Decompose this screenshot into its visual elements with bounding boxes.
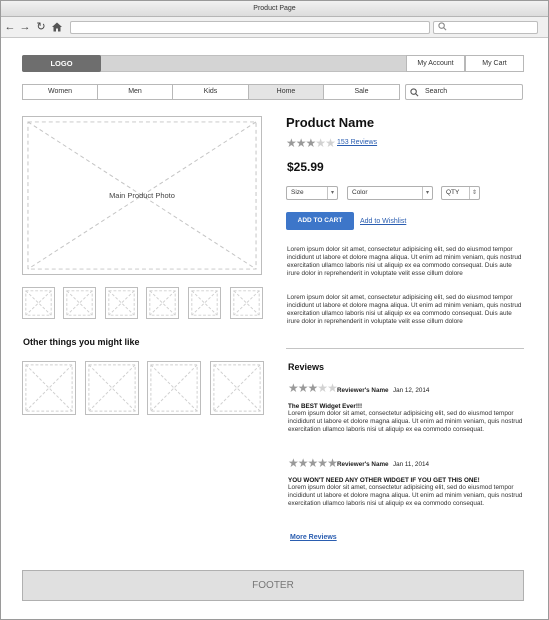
star-empty-icon: ★ — [325, 136, 335, 150]
back-arrow-icon[interactable]: ← — [4, 21, 16, 33]
star-filled-icon: ★ — [297, 381, 308, 395]
more-reviews-link[interactable]: More Reviews — [290, 534, 337, 541]
product-description-2: Lorem ipsum dolor sit amet, consectetur adipisicing elit, sed do eiusmod tempor incididunt ut labore et dolore magna aliqua. Ut enim ad minim veniam, quis nostrud exercitation ullamco laboris nisi ut aliquip ex ea commodo consequat. Duis aute irure dolor in reprehenderit in voluptate velit esse cillum dolore — [287, 294, 522, 325]
star-filled-icon: ★ — [288, 456, 298, 470]
search-input[interactable]: Search — [405, 84, 523, 100]
my-account-link[interactable]: My Account — [406, 55, 465, 72]
star-filled-icon: ★ — [327, 456, 337, 470]
related-product-image[interactable] — [85, 361, 139, 415]
browser-search-field[interactable] — [433, 21, 538, 34]
star-filled-icon: ★ — [307, 456, 318, 470]
main-photo-label: Main Product Photo — [109, 191, 175, 200]
home-icon[interactable] — [51, 20, 63, 34]
reviewer-name: Reviewer's Name — [337, 387, 389, 394]
reviews-count-link[interactable]: 153 Reviews — [337, 139, 378, 146]
star-empty-icon: ★ — [317, 381, 328, 395]
review-rating-stars — [288, 457, 337, 469]
color-select[interactable] — [347, 186, 433, 200]
nav-item-kids[interactable]: Kids — [172, 84, 249, 100]
product-thumbnail[interactable] — [63, 287, 96, 319]
reload-icon[interactable]: ↻ — [36, 21, 46, 33]
size-select[interactable] — [286, 186, 338, 200]
search-icon — [438, 22, 447, 31]
reviewer-name: Reviewer's Name — [337, 461, 389, 468]
product-thumbnail[interactable] — [146, 287, 179, 319]
logo[interactable]: LOGO — [22, 55, 101, 72]
related-product-image[interactable] — [210, 361, 264, 415]
product-price: $25.99 — [287, 160, 324, 174]
chevron-down-icon: ▾ — [422, 187, 432, 199]
review-date: Jan 11, 2014 — [393, 461, 429, 468]
star-filled-icon: ★ — [297, 456, 308, 470]
nav-item-home[interactable]: Home — [248, 84, 324, 100]
chevron-down-icon: ▾ — [327, 187, 337, 199]
add-to-wishlist-link[interactable]: Add to Wishlist — [360, 218, 407, 225]
product-thumbnail[interactable] — [105, 287, 138, 319]
nav-item-sale[interactable]: Sale — [323, 84, 400, 100]
product-thumbnail[interactable] — [22, 287, 55, 319]
star-filled-icon: ★ — [305, 136, 316, 150]
product-name: Product Name — [286, 115, 375, 130]
stepper-arrows-icon: ⇕ — [469, 187, 479, 199]
related-title: Other things you might like — [23, 337, 140, 347]
star-filled-icon: ★ — [295, 136, 306, 150]
review-date: Jan 12, 2014 — [393, 387, 430, 394]
review-body: Lorem ipsum dolor sit amet, consectetur adipisicing elit, sed do eiusmod tempor incididunt ut labore et dolore magna aliqua. Ut enim ad minim veniam, quis nostrud exercitation ullamco laboris nisi ut aliquip ex ea commodo consequat. — [288, 410, 523, 433]
review-body: Lorem ipsum dolor sit amet, consectetur adipisicing elit, sed do eiusmod tempor incididunt ut labore et dolore magna aliqua. Ut enim ad minim veniam, quis nostrud exercitation ullamco laboris nisi ut aliquip ex ea commodo consequat. — [288, 484, 523, 507]
quantity-label: QTY — [446, 189, 460, 196]
nav-item-women[interactable]: Women — [22, 84, 98, 100]
color-select-label: Color — [352, 189, 368, 196]
reviews-title: Reviews — [288, 362, 325, 372]
review-headline: The BEST Widget Ever!!! — [288, 403, 363, 410]
add-to-cart-button[interactable]: ADD TO CART — [286, 212, 354, 230]
quantity-stepper[interactable] — [441, 186, 480, 200]
related-product-image[interactable] — [147, 361, 201, 415]
review-headline: YOU WON'T NEED ANY OTHER WIDGET IF YOU GET THIS ONE! — [288, 477, 480, 484]
product-thumbnail[interactable] — [188, 287, 221, 319]
size-select-label: Size — [291, 189, 304, 196]
star-filled-icon: ★ — [307, 381, 318, 395]
address-bar[interactable] — [70, 21, 430, 34]
review-rating-stars — [288, 382, 337, 394]
forward-arrow-icon[interactable]: → — [19, 21, 31, 33]
my-cart-link[interactable]: My Cart — [465, 55, 524, 72]
star-filled-icon: ★ — [317, 456, 328, 470]
nav-item-men[interactable]: Men — [97, 84, 173, 100]
footer: FOOTER — [22, 570, 524, 601]
search-icon — [410, 88, 419, 97]
star-filled-icon: ★ — [286, 136, 296, 150]
product-rating-stars — [286, 137, 335, 149]
section-divider — [286, 348, 524, 349]
window-title: Product Page — [1, 1, 548, 17]
star-filled-icon: ★ — [288, 381, 298, 395]
related-product-image[interactable] — [22, 361, 76, 415]
product-description-1: Lorem ipsum dolor sit amet, consectetur adipisicing elit, sed do eiusmod tempor incididunt ut labore et dolore magna aliqua. Ut enim ad minim veniam, quis nostrud exercitation ullamco laboris nisi ut aliquip ex ea commodo consequat. Duis aute irure dolor in reprehenderit in voluptate velit esse cillum dolore — [287, 246, 522, 277]
star-empty-icon: ★ — [327, 381, 337, 395]
product-thumbnail[interactable] — [230, 287, 263, 319]
star-empty-icon: ★ — [315, 136, 326, 150]
